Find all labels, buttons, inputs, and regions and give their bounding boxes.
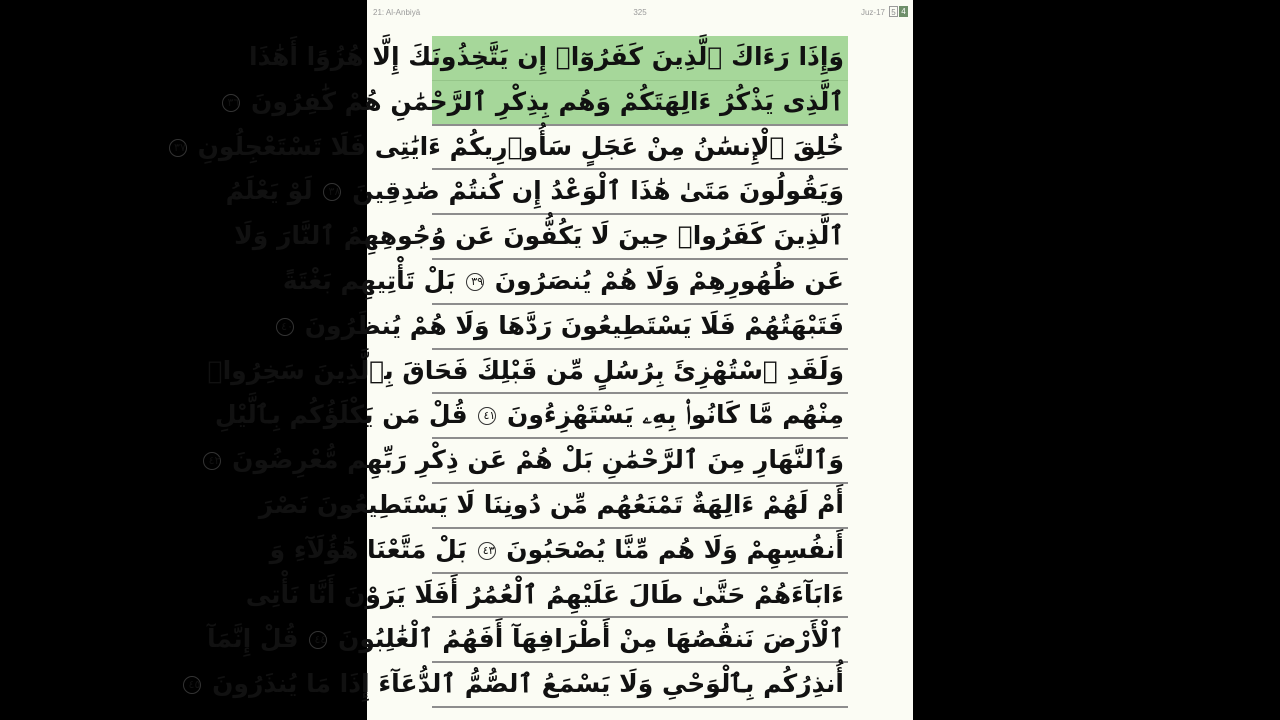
verse-text: ءَابَآءَهُمْ حَتَّىٰ طَالَ عَلَيْهِمُ ٱلْعُمُرُ أَفَلَا يَرَوْنَ أَنَّا نَأْتِى [245, 579, 844, 609]
text-line[interactable] [207, 350, 848, 395]
verse-text: وَيَقُولُونَ مَتَىٰ هَٰذَا ٱلْوَعْدُ إِن كُنتُمْ صَٰدِقِينَ [352, 176, 844, 206]
ayah-number-marker: ٤٢ [203, 452, 221, 470]
text-line[interactable] [258, 484, 848, 529]
ayah-number-marker: ٤٣ [478, 542, 496, 560]
verse-text: وَٱلنَّهَارِ مِنَ ٱلرَّحْمَٰنِ بَلْ هُمْ عَن ذِكْرِ رَبِّهِم مُّعْرِضُونَ [232, 445, 844, 475]
verse-text: وَلَقَدِ ٱسْتُهْزِئَ بِرُسُلٍ مِّن قَبْلِكَ فَحَاقَ بِٱلَّذِينَ سَخِرُوا۟ [207, 355, 844, 385]
text-line[interactable] [269, 529, 848, 574]
text-line[interactable] [208, 439, 848, 484]
hizb-indicator: 4 [899, 6, 908, 17]
text-line[interactable] [245, 574, 848, 619]
verse-text: ٱلَّذِينَ كَفَرُوا۟ حِينَ لَا يَكُفُّونَ عَن وُجُوهِهِمُ ٱلنَّارَ وَلَا [234, 221, 844, 251]
verse-text: خُلِقَ ٱلْإِنسَٰنُ مِنْ عَجَلٍ سَأُو۟رِيكُمْ ءَايَٰتِى فَلَا تَسْتَعْجِلُونِ [197, 131, 844, 161]
mushaf-page[interactable] [174, 0, 913, 720]
verse-text: ٱلَّذِى يَذْكُرُ ءَالِهَتَكُمْ وَهُم بِذِكْرِ ٱلرَّحْمَٰنِ هُمْ كَٰفِرُونَ [251, 86, 844, 116]
verse-text: بَلْ مَتَّعْنَا هَٰٓؤُلَآءِ وَ [269, 534, 467, 564]
ayah-number-marker: ٣٩ [466, 273, 484, 291]
verse-text: وَإِذَا رَءَاكَ ٱلَّذِينَ كَفَرُوٓا۟ إِن يَتَّخِذُونَكَ إِلَّا هُزُوًا أَهَٰذَا [249, 42, 844, 71]
verse-text: مِنْهُم مَّا كَانُوا۟ بِهِۦ يَسْتَهْزِءُونَ [507, 400, 844, 430]
text-line[interactable] [227, 81, 848, 126]
juz-label: Juz-17 [860, 8, 885, 17]
surah-name: 21: Al-Anbiyā [373, 8, 421, 17]
verse-text: أَمْ لَهُمْ ءَالِهَةٌ تَمْنَعُهُم مِّن دُونِنَا لَا يَسْتَطِيعُونَ نَصْرَ [258, 489, 844, 519]
text-line[interactable] [249, 36, 848, 81]
ayah-number-marker: ٣٦ [222, 94, 240, 112]
verse-text: أُنذِرُكُم بِٱلْوَحْىِ وَلَا يَسْمَعُ ٱلصُّمُّ ٱلدُّعَآءَ إِذَا مَا يُنذَرُونَ [212, 669, 844, 699]
ayah-number-marker: ٤٥ [183, 676, 201, 694]
hizb-quarter-indicator: 5 [889, 6, 898, 17]
text-line[interactable] [225, 170, 848, 215]
ayah-number-marker: ٤١ [478, 407, 496, 425]
ayah-number-marker: ٤٤ [309, 631, 327, 649]
text-line[interactable] [207, 618, 848, 663]
quran-text [174, 36, 848, 708]
verse-text: قُلْ مَن يَكْلَؤُكُم بِٱلَّيْلِ [214, 400, 468, 430]
ayah-number-marker: ٤٠ [276, 318, 294, 336]
verse-text: لَوْ يَعْلَمُ [225, 176, 313, 206]
verse-text: عَن ظُهُورِهِمْ وَلَا هُمْ يُنصَرُونَ [494, 265, 844, 295]
verse-text: قُلْ إِنَّمَآ [207, 624, 299, 654]
text-line[interactable] [282, 260, 848, 305]
ayah-number-marker: ٣٨ [323, 183, 341, 201]
text-line[interactable] [234, 215, 848, 260]
text-line[interactable] [174, 126, 848, 171]
ayah-number-marker: ٣٧ [169, 139, 187, 157]
verse-text: ٱلْأَرْضَ نَنقُصُهَا مِنْ أَطْرَافِهَآ أَفَهُمُ ٱلْغَٰلِبُونَ [337, 624, 844, 654]
page-number: 325 [633, 8, 647, 17]
text-line[interactable] [281, 305, 848, 350]
verse-text: فَتَبْهَتُهُمْ فَلَا يَسْتَطِيعُونَ رَدَّهَا وَلَا هُمْ يُنظَرُونَ [304, 310, 844, 340]
verse-text: بَلْ تَأْتِيهِم بَغْتَةً [282, 265, 456, 295]
text-line[interactable] [188, 663, 848, 708]
page-header [367, 0, 913, 26]
text-line[interactable] [214, 394, 848, 439]
verse-text: أَنفُسِهِمْ وَلَا هُم مِّنَّا يُصْحَبُونَ [506, 534, 844, 564]
